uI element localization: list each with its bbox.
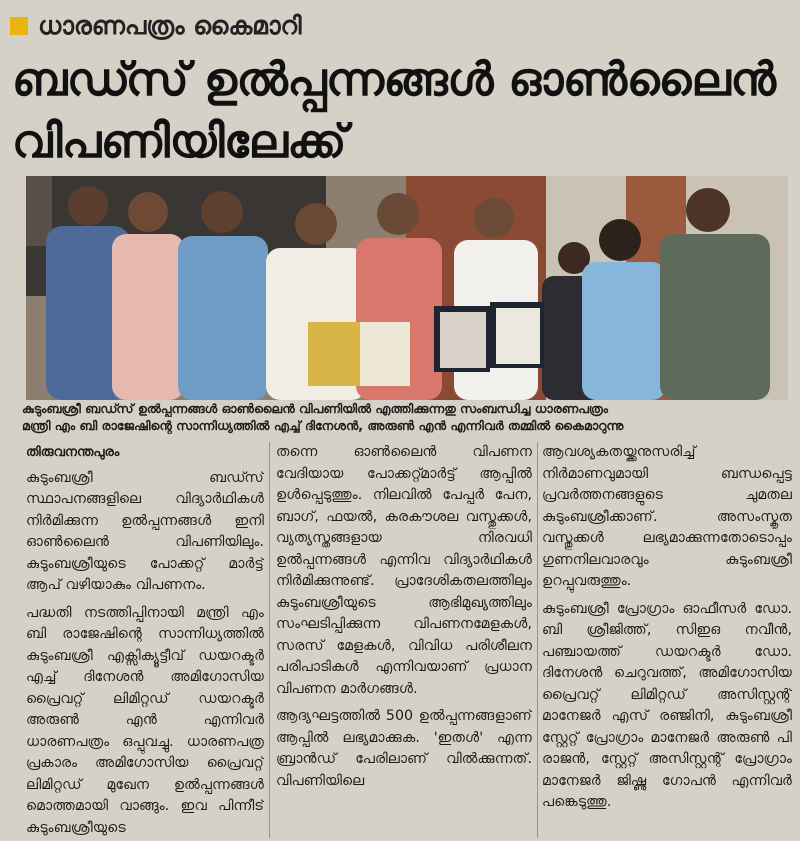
col1-paragraph-1: കുടുംബശ്രീ ബഡ്സ് സ്ഥാപനങ്ങളിലെ വിദ്യാർഥികൾ നിർമിക്കുന്ന ഉൽപ്പന്നങ്ങൾ ഇനി ഓൺലൈൻ വിപണിയിലും. കുടുംബശ്രീയുടെ പോക്കറ്റ് മാർട്ട് ആപ് വഴിയാകും വിപണനം. (26, 469, 264, 593)
caption-line-1: കുടുംബശ്രീ ബഡ്സ് ഉൽപ്പന്നങ്ങൾ ഓൺലൈൻ വിപണിയിൽ എത്തിക്കുന്നതു സംബന്ധിച്ച ധാരണപത്രം (22, 401, 609, 416)
col2-paragraph-2: ആദ്യഘട്ടത്തിൽ 500 ഉൽപ്പന്നങ്ങളാണ് ആപ്പിൽ ലഭ്യമാക്കുക. 'ഇതൾ' എന്ന ബ്രാൻഡ് പേരിലാണ് വിൽക്കുന്നത്. വിപണിയിലെ (276, 708, 532, 789)
column-divider (537, 442, 538, 838)
col3-paragraph-2: കുടുംബശ്രീ പ്രോഗ്രാം ഓഫീസർ ഡോ. ബി ശ്രീജിത്ത്, സിഇഒ നവീൻ, പഞ്ചായത്ത് ഡയറക്ടർ ഡോ. ദിനേശൻ ചെറുവത്ത്, അമിഗോസിയ പ്രൈവറ്റ് ലിമിറ്റഡ് അസിസ്റ്റന്റ് മാനേജർ എസ് രഞ്ജിനി, കുടുംബശ്രീ സ്റ്റേറ്റ് പ്രോഗ്രാം മാനേജർ അരുൺ പി രാജൻ, സ്റ്റേറ്റ് അസിസ്റ്റന്റ് പ്രോഗ്രാം മാനേജർ ജിഷ്ണു ഗോപൻ എന്നിവർ പങ്കെടുത്തു. (542, 600, 792, 810)
headline (12, 48, 788, 172)
col3-paragraph-1: ആവശ്യകതയ്ക്കനുസരിച്ച് നിർമാണവുമായി ബന്ധപ്പെട്ട പ്രവർത്തനങ്ങളുടെ ചുമതല കുടുംബശ്രീക്കാണ്. അസംസ്കൃത വസ്തുക്കൾ ലഭ്യമാക്കുന്നതോടൊപ്പം ഗുണനിലവാരവും കുടുംബശ്രീ ഉറപ്പുവരുത്തും. (542, 444, 792, 589)
section-kicker (10, 8, 302, 44)
headline-line-1: ബഡ്സ് ഉൽപ്പന്നങ്ങൾ ഓൺലൈൻ (12, 52, 776, 106)
kicker-text: ധാരണപത്രം കൈമാറി (38, 11, 302, 40)
photo-caption (22, 400, 792, 434)
article-column-1 (26, 442, 264, 840)
news-photo (26, 176, 788, 400)
column-divider (269, 442, 270, 838)
col1-paragraph-2: പദ്ധതി നടത്തിപ്പിനായി മന്ത്രി എം ബി രാജേഷിന്റെ സാന്നിധ്യത്തിൽ കുടുംബശ്രീ എക്സിക്യൂട്ടീവ് ഡയറക്ടർ എച്ച് ദിനേശൻ അമിഗോസിയ പ്രൈവറ്റ് ലിമിറ്റഡ് ഡയറക്ടർ അരുൺ എൻ എന്നിവർ ധാരണപത്രം ഒപ്പുവച്ചു. ധാരണപത്ര പ്രകാരം അമിഗോസിയ പ്രൈവറ്റ് ലിമിറ്റഡ് മുഖേന ഉൽപ്പന്നങ്ങൾ മൊത്തമായി വാങ്ങും. ഇവ പിന്നീട് കുടുംബശ്രീയുടെ (26, 604, 264, 836)
article-column-3 (542, 442, 792, 840)
caption-line-2: മന്ത്രി എം ബി രാജേഷിന്റെ സാന്നിധ്യത്തിൽ എച്ച് ദിനേശൻ, അരുൺ എൻ എന്നിവർ തമ്മിൽ കൈമാറുന്നു (22, 418, 624, 433)
article-column-2 (276, 442, 532, 840)
photo-illustration (26, 176, 788, 400)
col2-paragraph-1: തന്നെ ഓൺലൈൻ വിപണന വേദിയായ പോക്കറ്റ്മാർട്ട് ആപ്പിൽ ഉൾപ്പെടുത്തും. നിലവിൽ പേപ്പർ പേന, ബാഗ്, ഫയൽ, കരകൗശല വസ്തുക്കൾ, വ്യത്യസ്തങ്ങളായ നിരവധി ഉൽപ്പന്നങ്ങൾ എന്നിവ വിദ്യാർഥികൾ നിർമിക്കുന്നുണ്ട്. പ്രാദേശികതലത്തിലും കുടുംബശ്രീയുടെ ആഭിമുഖ്യത്തിലും സംഘടിപ്പിക്കുന്ന വിപണനമേളകൾ, സരസ് മേളകൾ, വിവിധ പരിശീലന പരിപാടികൾ എന്നിവയാണ് പ്രധാന വിപണന മാർഗങ്ങൾ. (276, 444, 532, 697)
dateline: തിരുവനന്തപുരം (26, 445, 120, 460)
kicker-square-icon (10, 17, 28, 35)
headline-line-2: വിപണിയിലേക്ക് (12, 114, 346, 168)
